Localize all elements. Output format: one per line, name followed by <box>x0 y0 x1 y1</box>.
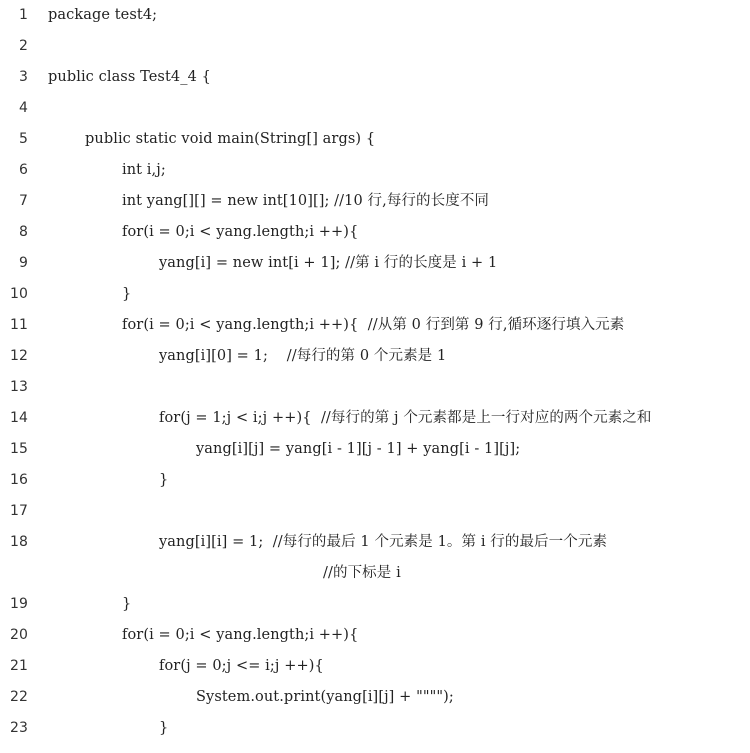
code-line <box>0 34 750 58</box>
line-number: 2 <box>18 38 28 54</box>
code-text: System.out.print(yang[i][j] + """"); <box>196 689 454 705</box>
line-number: 4 <box>18 100 28 116</box>
line-number: 21 <box>9 658 28 674</box>
code-line <box>0 65 750 89</box>
code-line <box>0 127 750 151</box>
code-text: yang[i][0] = 1; //每行的第 0 个元素是 1 <box>159 348 447 364</box>
line-number: 16 <box>9 472 28 488</box>
code-line <box>0 592 750 616</box>
code-line <box>0 530 750 554</box>
code-line <box>0 685 750 709</box>
line-number: 7 <box>18 193 28 209</box>
line-number: 1 <box>18 7 28 23</box>
code-text: public class Test4_4 { <box>48 69 211 85</box>
code-line <box>0 251 750 275</box>
code-text: yang[i][i] = 1; //每行的最后 1 个元素是 1。第 i 行的最后一个元素 <box>159 534 608 550</box>
code-line <box>0 220 750 244</box>
code-text: } <box>159 472 169 488</box>
line-number: 23 <box>9 720 28 736</box>
code-text: yang[i] = new int[i + 1]; //第 i 行的长度是 i + 1 <box>159 255 498 271</box>
line-number: 11 <box>9 317 28 333</box>
code-line <box>0 158 750 182</box>
code-text: package test4; <box>48 7 158 23</box>
line-number: 22 <box>9 689 28 705</box>
code-text: for(i = 0;i < yang.length;i ++){ <box>122 627 359 643</box>
code-text: } <box>122 596 132 612</box>
code-text: int i,j; <box>122 162 166 178</box>
line-number: 15 <box>9 441 28 457</box>
code-comment-continuation <box>0 561 750 585</box>
line-number: 12 <box>9 348 28 364</box>
line-number: 18 <box>9 534 28 550</box>
code-line <box>0 96 750 120</box>
line-number: 13 <box>9 379 28 395</box>
code-line <box>0 344 750 368</box>
code-text: } <box>159 720 169 736</box>
code-line <box>0 623 750 647</box>
code-line <box>0 654 750 678</box>
code-text: int yang[][] = new int[10][]; //10 行,每行的长度不同 <box>122 193 490 209</box>
code-text: for(j = 1;j < i;j ++){ //每行的第 j 个元素都是上一行对应的两个元素之和 <box>159 410 652 426</box>
line-number: 17 <box>9 503 28 519</box>
line-number: 10 <box>9 286 28 302</box>
code-text: public static void main(String[] args) { <box>85 131 376 147</box>
code-line <box>0 3 750 27</box>
code-line <box>0 189 750 213</box>
code-line <box>0 406 750 430</box>
line-number: 6 <box>18 162 28 178</box>
code-line <box>0 716 750 740</box>
line-number: 20 <box>9 627 28 643</box>
code-line <box>0 499 750 523</box>
code-line <box>0 313 750 337</box>
code-text: } <box>122 286 132 302</box>
code-line <box>0 282 750 306</box>
line-number: 5 <box>18 131 28 147</box>
code-line <box>0 468 750 492</box>
line-number: 14 <box>9 410 28 426</box>
code-line <box>0 437 750 461</box>
line-number: 9 <box>18 255 28 271</box>
line-number: 8 <box>18 224 28 240</box>
code-text: yang[i][j] = yang[i - 1][j - 1] + yang[i - 1][j]; <box>196 441 521 457</box>
line-number: 3 <box>18 69 28 85</box>
comment-continuation-text: //的下标是 i <box>323 565 401 581</box>
code-text: for(i = 0;i < yang.length;i ++){ //从第 0 行到第 9 行,循环逐行填入元素 <box>122 317 625 333</box>
code-line <box>0 375 750 399</box>
code-text: for(j = 0;j <= i;j ++){ <box>159 658 324 674</box>
code-text: for(i = 0;i < yang.length;i ++){ <box>122 224 359 240</box>
line-number: 19 <box>9 596 28 612</box>
